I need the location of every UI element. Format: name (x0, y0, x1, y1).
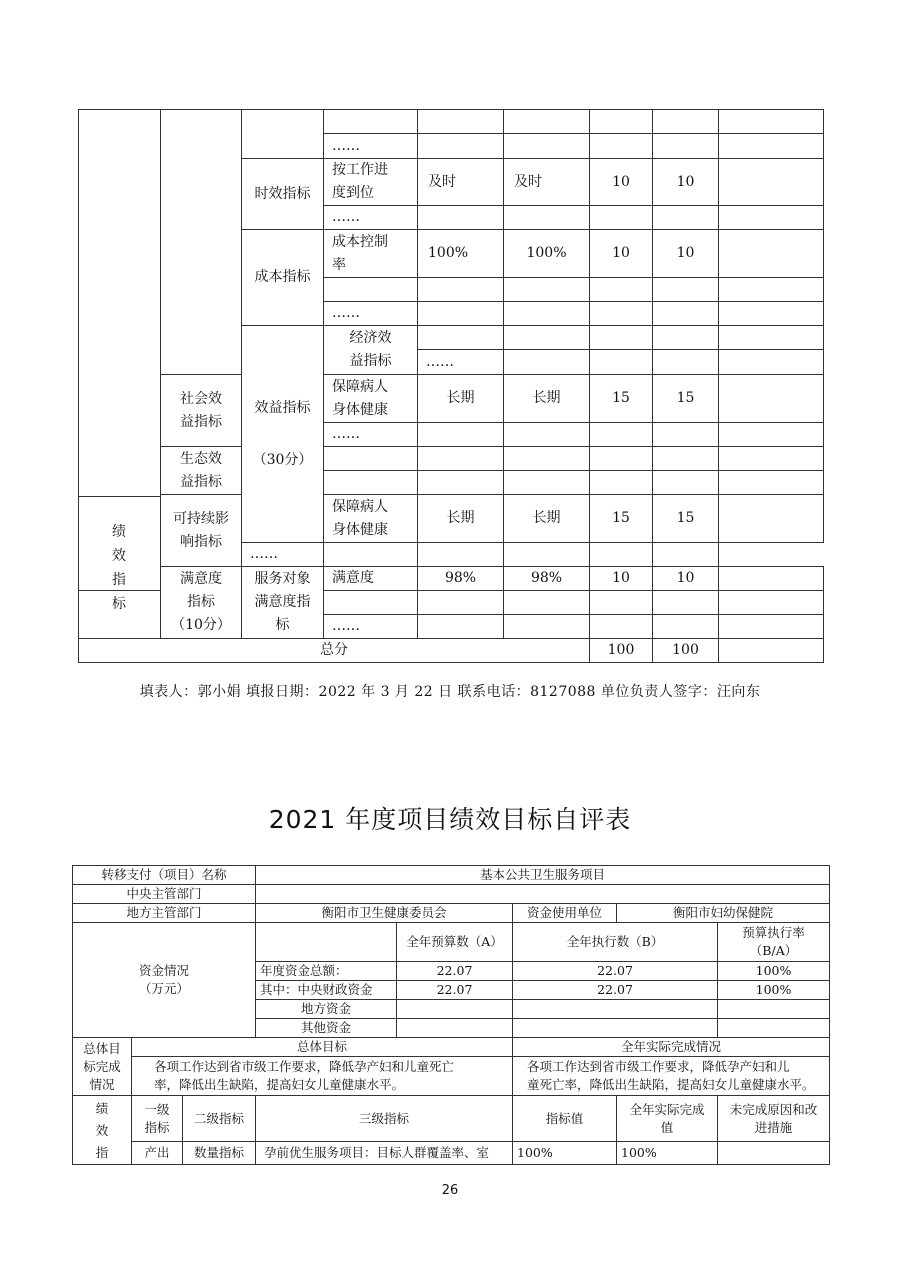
header-reason: 未完成原因和改 进措施 (718, 1096, 830, 1142)
service-target-satisfaction-label: 服务对象 满意度指 标 (242, 567, 324, 639)
performance-indicator-table (78, 109, 824, 663)
time-actual: 及时 (504, 159, 590, 206)
satisfaction-weight: 10 (590, 567, 653, 591)
satisfaction-indicator-group: 满意度 指标 （10分） (161, 567, 242, 639)
perf-vertical-text: 绩 效 指 标 (112, 524, 126, 612)
row-central-rate: 100% (718, 981, 830, 1000)
page-title: 2021 年度项目绩效目标自评表 (268, 805, 632, 834)
project-name-label: 转移支付（项目）名称 (73, 866, 256, 885)
header-level1: 一级 指标 (132, 1096, 183, 1142)
sustainable-actual: 长期 (504, 495, 590, 543)
perf-vertical-label: 绩 效 指 (73, 1096, 132, 1165)
overall-goal-label: 总体目 标完成 情况 (73, 1038, 132, 1096)
time-weight: 10 (590, 159, 653, 206)
sustainable-impact-label: 可持续影 响指标 (161, 495, 242, 567)
overall-actual-header: 全年实际完成情况 (513, 1038, 830, 1057)
row-output: 产出 (132, 1142, 183, 1165)
row-quantity: 数量指标 (183, 1142, 256, 1165)
row-local-label: 地方资金 (256, 1000, 397, 1019)
row-total-rate: 100% (718, 962, 830, 981)
overall-goal-text: 各项工作达到省市级工作要求，降低孕产妇和儿童死亡 率，降低出生缺陷，提高妇女儿童健康水平。 (132, 1057, 513, 1096)
fund-user-value: 衡阳市妇幼保健院 (617, 904, 830, 923)
fund-situation-label: 资金情况 （万元） (73, 923, 256, 1038)
ellipsis: …… (324, 302, 418, 326)
central-dept-label: 中央主管部门 (73, 885, 256, 904)
perf-divider-line (78, 496, 160, 497)
total-score: 100 (653, 639, 719, 663)
self-evaluation-table (72, 865, 830, 1165)
page-number: 26 (441, 1183, 459, 1198)
economic-benefit-label: 经济效 益指标 (324, 326, 418, 375)
cost-target: 100% (418, 230, 504, 278)
sustainable-item: 保障病人 身体健康 (324, 495, 418, 543)
sustainable-target: 长期 (418, 495, 504, 543)
ellipsis: …… (324, 423, 418, 447)
time-indicator-item: 按工作进 度到位 (324, 159, 418, 206)
overall-goal-header: 总体目标 (132, 1038, 513, 1057)
social-weight: 15 (590, 375, 653, 423)
col-exec: 全年执行数（B） (513, 923, 718, 962)
time-score: 10 (653, 159, 719, 206)
left-spanning-cell (79, 110, 161, 591)
row-item: 孕前优生服务项目：目标人群覆盖率、室 (256, 1142, 513, 1165)
local-dept-value: 衡阳市卫生健康委员会 (256, 904, 513, 923)
time-target: 及时 (418, 159, 504, 206)
social-benefit-label: 社会效 益指标 (161, 375, 242, 447)
total-label: 总分 (79, 639, 590, 663)
local-dept-label: 地方主管部门 (73, 904, 256, 923)
project-name-value: 基本公共卫生服务项目 (256, 866, 830, 885)
sustainable-score: 15 (653, 495, 719, 543)
ellipsis: …… (324, 206, 418, 230)
social-actual: 长期 (504, 375, 590, 423)
social-target: 长期 (418, 375, 504, 423)
row-central-budget: 22.07 (397, 981, 513, 1000)
cost-weight: 10 (590, 230, 653, 278)
overall-actual-text: 各项工作达到省市级工作要求，降低孕产妇和儿 童死亡率，降低出生缺陷，提高妇女儿童健康水平。 (513, 1057, 830, 1096)
row-central-exec: 22.07 (513, 981, 718, 1000)
row-target: 100% (513, 1142, 617, 1165)
ellipsis: …… (242, 543, 324, 567)
header-level2: 二级指标 (183, 1096, 256, 1142)
header-actual: 全年实际完成 值 (617, 1096, 718, 1142)
benefit-indicator-group: 效益指标 （30分） (242, 326, 324, 543)
cost-actual: 100% (504, 230, 590, 278)
satisfaction-actual: 98% (504, 567, 590, 591)
social-score: 15 (653, 375, 719, 423)
cost-indicator-label: 成本指标 (242, 230, 324, 326)
col-rate: 预算执行率 （B/A） (718, 923, 830, 962)
total-weight: 100 (590, 639, 653, 663)
social-benefit-item: 保障病人 身体健康 (324, 375, 418, 423)
ecological-benefit-label: 生态效 益指标 (161, 447, 242, 495)
row-total-exec: 22.07 (513, 962, 718, 981)
form-filler-info: 填表人：郭小娟 填报日期：2022 年 3 月 22 日 联系电话：8127088 单位负责人签字：汪向东 (139, 684, 761, 700)
satisfaction-target: 98% (418, 567, 504, 591)
row-central-label: 其中：中央财政资金 (256, 981, 397, 1000)
satisfaction-item: 满意度 (324, 567, 418, 591)
row-total-budget: 22.07 (397, 962, 513, 981)
cost-indicator-item: 成本控制 率 (324, 230, 418, 278)
sustainable-weight: 15 (590, 495, 653, 543)
quality-indicator-cell (242, 110, 324, 159)
output-indicator-cell (161, 110, 242, 375)
header-target: 指标值 (513, 1096, 617, 1142)
ellipsis: …… (324, 134, 418, 159)
row-actual: 100% (617, 1142, 718, 1165)
fund-user-label: 资金使用单位 (513, 904, 617, 923)
row-total-label: 年度资金总额： (256, 962, 397, 981)
ellipsis: …… (418, 350, 504, 375)
cost-score: 10 (653, 230, 719, 278)
row-other-label: 其他资金 (256, 1019, 397, 1038)
header-level3: 三级指标 (256, 1096, 513, 1142)
ellipsis: …… (324, 615, 418, 639)
satisfaction-score: 10 (653, 567, 719, 591)
time-indicator-label: 时效指标 (242, 159, 324, 230)
col-budget: 全年预算数（A） (397, 923, 513, 962)
